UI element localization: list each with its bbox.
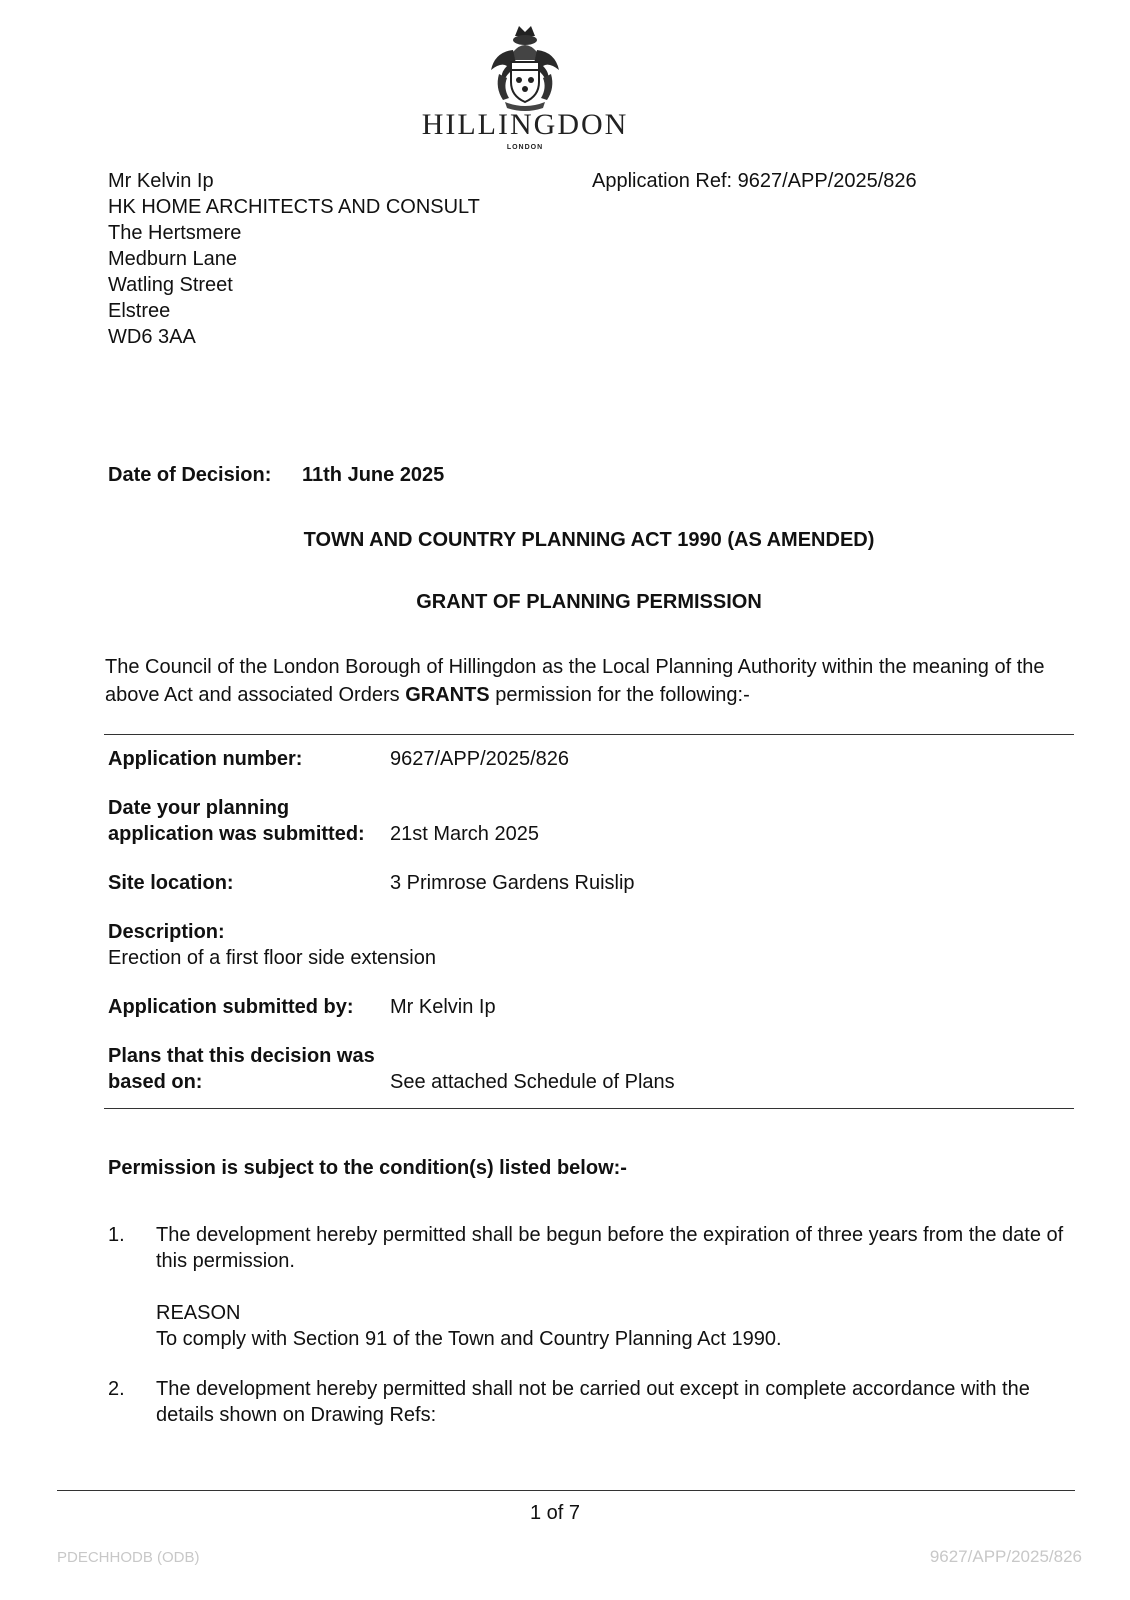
act-heading: TOWN AND COUNTRY PLANNING ACT 1990 (AS AMENDED)	[303, 529, 875, 551]
submitted-date-label-line: application was submitted:	[108, 823, 365, 845]
condition-number: 1.	[108, 1224, 125, 1246]
submitted-by-value: Mr Kelvin Ip	[390, 996, 496, 1018]
page-number: 1 of 7	[529, 1502, 581, 1524]
brand-subtitle: LONDON	[506, 144, 544, 151]
address-line: Watling Street	[108, 274, 233, 296]
address-line: Mr Kelvin Ip	[108, 170, 214, 192]
description-value: Erection of a first floor side extension	[108, 947, 436, 969]
address-line: HK HOME ARCHITECTS AND CONSULT	[108, 196, 480, 218]
address-line: The Hertsmere	[108, 222, 242, 244]
footer-divider	[57, 1490, 1075, 1491]
decision-date-value: 11th June 2025	[302, 464, 445, 486]
submitted-date-value: 21st March 2025	[390, 823, 539, 845]
description-label: Description:	[108, 921, 225, 943]
condition-text: The development hereby permitted shall be begun before the expiration of three years from the date of this permission.	[156, 1224, 1064, 1272]
condition-reason-label: REASON	[156, 1302, 241, 1324]
recipient-address	[108, 168, 480, 350]
application-reference: Application Ref: 9627/APP/2025/826	[592, 170, 917, 192]
intro-text: The Council of the London Borough of Hillingdon as the Local Planning Authority within the meaning of the above Act and associated Orders	[105, 656, 1045, 706]
plans-label	[108, 1043, 375, 1095]
intro-text-end: permission for the following:-	[489, 684, 750, 706]
site-location-value: 3 Primrose Gardens Ruislip	[390, 872, 635, 894]
address-line: WD6 3AA	[108, 326, 196, 348]
details-bottom-divider	[104, 1108, 1074, 1109]
site-location-label: Site location:	[108, 872, 234, 894]
grant-heading: GRANT OF PLANNING PERMISSION	[416, 591, 762, 613]
footer-application-ref: 9627/APP/2025/826	[929, 1547, 1082, 1566]
application-number-label: Application number:	[108, 748, 303, 770]
submitted-by-label: Application submitted by:	[108, 996, 354, 1018]
plans-label-line: based on:	[108, 1071, 203, 1093]
address-line: Medburn Lane	[108, 248, 237, 270]
submitted-date-label	[108, 795, 365, 847]
condition-number: 2.	[108, 1378, 125, 1400]
conditions-heading: Permission is subject to the condition(s) listed below:-	[108, 1157, 627, 1179]
address-line: Elstree	[108, 300, 171, 322]
details-top-divider	[104, 734, 1074, 735]
brand-wordmark: HILLINGDON	[421, 108, 629, 141]
application-number-value: 9627/APP/2025/826	[390, 748, 570, 770]
intro-grants-emphasis: GRANTS	[405, 684, 490, 706]
intro-paragraph	[105, 653, 1075, 709]
hillingdon-crest-logo	[485, 22, 565, 112]
condition-text: The development hereby permitted shall not be carried out except in complete accordance with the details shown on Drawing Refs:	[156, 1378, 1030, 1426]
decision-date-label: Date of Decision:	[108, 464, 272, 486]
plans-label-line: Plans that this decision was	[108, 1045, 375, 1067]
submitted-date-label-line: Date your planning	[108, 797, 290, 819]
condition-reason-text: To comply with Section 91 of the Town and Country Planning Act 1990.	[156, 1328, 782, 1350]
footer-document-code: PDECHHODB (ODB)	[57, 1549, 200, 1566]
plans-value: See attached Schedule of Plans	[390, 1071, 675, 1093]
